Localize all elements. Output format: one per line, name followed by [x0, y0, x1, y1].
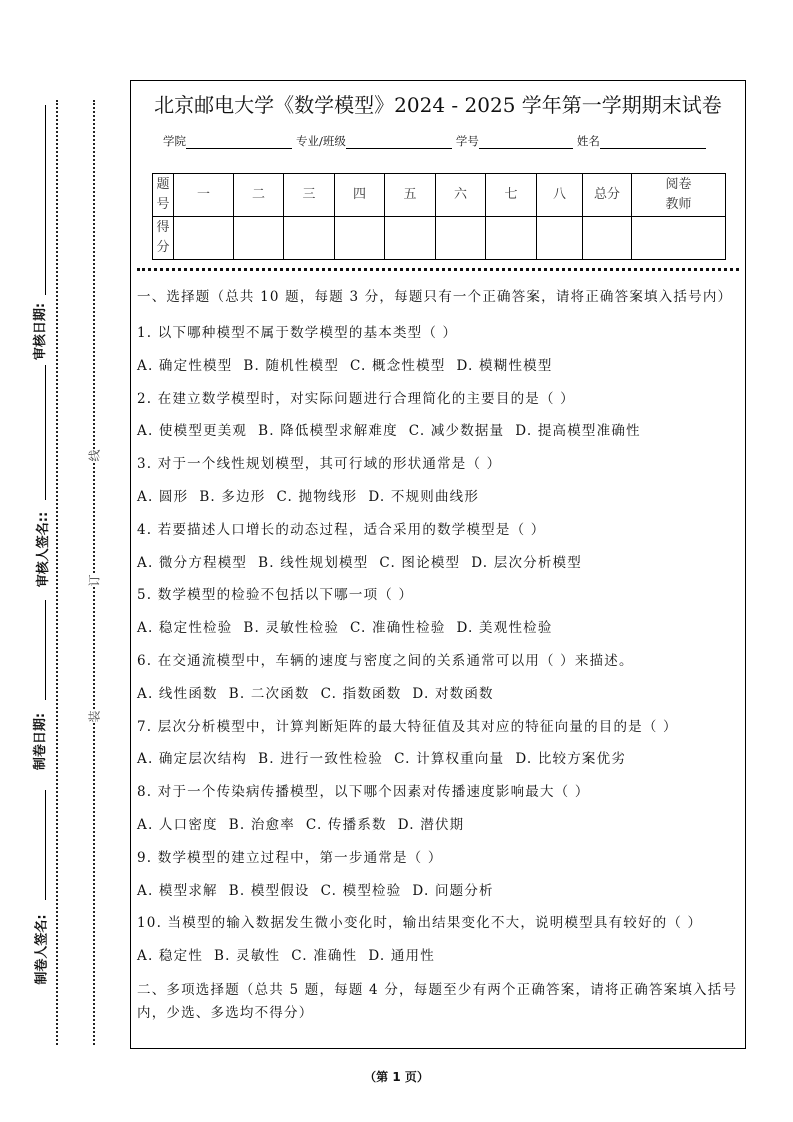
college-field[interactable]: [186, 135, 292, 149]
major-class-field[interactable]: [346, 135, 452, 149]
question-number-header: 题号: [153, 174, 174, 217]
signature-line: [45, 600, 46, 700]
paper-author-signature-label: 制卷人签名:: [34, 914, 50, 985]
exam-title: 北京邮电大学《数学模型》2024 - 2025 学年第一学期期末试卷: [154, 93, 722, 117]
score-table: [152, 173, 726, 260]
score-cell[interactable]: [335, 217, 385, 260]
major-class-label: 专业/班级: [296, 134, 346, 148]
question-text: 6. 在交通流模型中，车辆的速度与密度之间的关系通常可以用（ ）来描述。: [137, 652, 634, 669]
question-options: A. 使模型更美观 B. 降低模型求解难度 C. 减少数据量 D. 提高模型准确性: [137, 423, 641, 440]
student-id-field[interactable]: [479, 135, 573, 149]
question-text: 8. 对于一个传染病传播模型，以下哪个因素对传播速度影响最大（ ）: [137, 784, 590, 801]
column-header: 一: [174, 174, 234, 217]
column-header: 总分: [583, 174, 632, 217]
column-header: 五: [385, 174, 436, 217]
score-cell[interactable]: [436, 217, 486, 260]
question-text: 10. 当模型的输入数据发生微小变化时，输出结果变化不大，说明模型具有较好的（ ）: [137, 915, 703, 932]
reviewer-signature-label: 审核人签名::: [36, 511, 52, 588]
student-id-label: 学号: [455, 134, 479, 148]
column-header: 三: [284, 174, 335, 217]
review-date-label: 审核日期:: [33, 302, 49, 361]
question-options: A. 线性函数 B. 二次函数 C. 指数函数 D. 对数函数: [137, 685, 494, 702]
question-text: 5. 数学模型的检验不包括以下哪一项（ ）: [137, 587, 414, 604]
column-header: 六: [436, 174, 486, 217]
binding-char-line: 线: [87, 449, 102, 462]
score-cell[interactable]: [632, 217, 726, 260]
column-header: 四: [335, 174, 385, 217]
score-row-header: 得分: [153, 217, 174, 260]
table-row: [153, 174, 726, 217]
table-row: [153, 217, 726, 260]
section-1-title: 一、选择题（总共 10 题，每题 3 分，每题只有一个正确答案，请将正确答案填入括号内）: [137, 289, 733, 305]
page-number: （第 1 页）: [364, 1070, 429, 1084]
question-options: A. 模型求解 B. 模型假设 C. 模型检验 D. 问题分析: [137, 882, 494, 899]
question-text: 9. 数学模型的建立过程中，第一步通常是（ ）: [137, 849, 443, 866]
question-options: A. 稳定性 B. 灵敏性 C. 准确性 D. 通用性: [137, 948, 435, 965]
column-header: 八: [537, 174, 583, 217]
paper-date-label: 制卷日期:: [33, 712, 49, 771]
question-options: A. 圆形 B. 多边形 C. 抛物线形 D. 不规则曲线形: [137, 488, 480, 505]
score-cell[interactable]: [486, 217, 537, 260]
question-text: 3. 对于一个线性规划模型，其可行域的形状通常是（ ）: [137, 456, 502, 473]
dotted-separator: [137, 268, 739, 271]
signature-line: [45, 790, 46, 900]
column-header: 阅卷教师: [632, 174, 726, 217]
question-text: 1. 以下哪种模型不属于数学模型的基本类型（ ）: [137, 325, 458, 341]
name-label: 姓名: [576, 134, 600, 148]
score-cell[interactable]: [583, 217, 632, 260]
exam-frame: [130, 80, 746, 1049]
score-cell[interactable]: [174, 217, 234, 260]
question-options: A. 人口密度 B. 治愈率 C. 传播系数 D. 潜伏期: [137, 816, 465, 833]
question-text: 4. 若要描述人口增长的动态过程，适合采用的数学模型是（ ）: [137, 521, 546, 538]
student-info-row: [163, 133, 710, 149]
question-options: A. 确定性模型 B. 随机性模型 C. 概念性模型 D. 模糊性模型: [137, 357, 553, 374]
column-header: 二: [234, 174, 284, 217]
exam-content: [137, 286, 739, 1025]
binding-char-staple: 订: [87, 574, 102, 587]
question-options: A. 稳定性检验 B. 灵敏性检验 C. 准确性检验 D. 美观性检验: [137, 620, 553, 637]
college-label: 学院: [163, 134, 186, 148]
score-cell[interactable]: [284, 217, 335, 260]
binding-char-bind: 装: [87, 710, 102, 723]
binding-dotted-line: [93, 100, 95, 1045]
signature-line: [45, 365, 46, 500]
score-cell[interactable]: [537, 217, 583, 260]
signature-line: [45, 105, 46, 295]
question-text: 2. 在建立数学模型时，对实际问题进行合理简化的主要目的是（ ）: [137, 390, 575, 407]
score-cell[interactable]: [385, 217, 436, 260]
question-text: 7. 层次分析模型中，计算判断矩阵的最大特征值及其对应的特征向量的目的是（ ）: [137, 718, 678, 735]
question-options: A. 确定层次结构 B. 进行一致性检验 C. 计算权重向量 D. 比较方案优劣: [137, 751, 627, 768]
name-field[interactable]: [600, 135, 706, 149]
column-header: 七: [486, 174, 537, 217]
section-2-title: 二、多项选择题（总共 5 题，每题 4 分，每题至少有两个正确答案，请将正确答案填入括号内，少选、多选均不得分）: [137, 981, 738, 1021]
score-cell[interactable]: [234, 217, 284, 260]
binding-dotted-line: [56, 100, 58, 1045]
question-options: A. 微分方程模型 B. 线性规划模型 C. 图论模型 D. 层次分析模型: [137, 554, 582, 571]
